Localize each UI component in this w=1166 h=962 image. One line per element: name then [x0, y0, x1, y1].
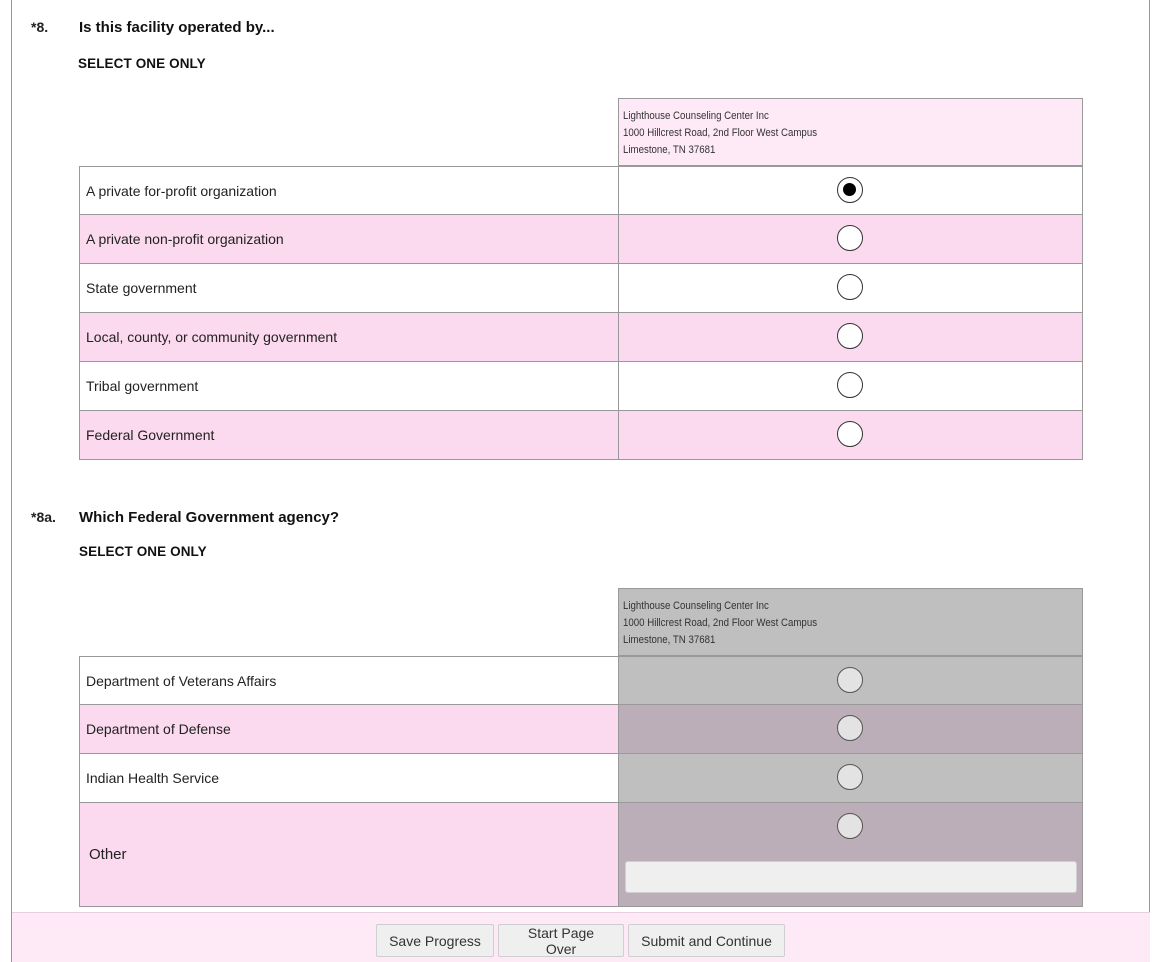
option-cell	[618, 754, 1083, 803]
question-8a-number: *8a.	[31, 509, 56, 525]
option-label: Other	[79, 803, 619, 907]
indian-health-service-radio[interactable]	[837, 764, 863, 790]
option-row	[79, 362, 1083, 411]
option-cell	[618, 411, 1083, 460]
option-row	[79, 166, 1083, 215]
question-8a-grid	[79, 588, 1083, 907]
option-row	[79, 264, 1083, 313]
option-cell	[618, 656, 1083, 705]
facility-name: Lighthouse Counseling Center Inc	[623, 600, 769, 612]
question-8-instruction: SELECT ONE ONLY	[78, 56, 206, 71]
option-label: State government	[79, 264, 619, 313]
defense-radio[interactable]	[837, 715, 863, 741]
option-cell	[618, 362, 1083, 411]
other-radio[interactable]	[837, 813, 863, 839]
option-cell	[618, 803, 1083, 907]
local-government-radio[interactable]	[837, 323, 863, 349]
other-specify-input[interactable]	[625, 861, 1077, 893]
facility-city: Limestone, TN 37681	[623, 634, 716, 646]
option-label: Local, county, or community government	[79, 313, 619, 362]
option-row	[79, 803, 1083, 907]
question-8a-text: Which Federal Government agency?	[79, 509, 340, 526]
option-label: Indian Health Service	[79, 754, 619, 803]
facility-address: 1000 Hillcrest Road, 2nd Floor West Campus	[623, 127, 818, 139]
option-label: Tribal government	[79, 362, 619, 411]
submit-continue-button[interactable]: Submit and Continue	[628, 924, 785, 957]
question-8-text: Is this facility operated by...	[79, 19, 275, 36]
tribal-government-radio[interactable]	[837, 372, 863, 398]
save-progress-button[interactable]: Save Progress	[376, 924, 494, 957]
option-row	[79, 411, 1083, 460]
question-8a-instruction: SELECT ONE ONLY	[79, 544, 207, 559]
for-profit-radio[interactable]	[837, 177, 863, 203]
option-row	[79, 754, 1083, 803]
option-row	[79, 215, 1083, 264]
question-8-number: *8.	[31, 19, 49, 35]
facility-header-disabled	[618, 588, 1083, 656]
option-row	[79, 313, 1083, 362]
start-page-over-button[interactable]: Start Page Over	[498, 924, 624, 957]
option-label: A private non-profit organization	[79, 215, 619, 264]
option-label: Department of Veterans Affairs	[79, 656, 619, 705]
facility-address: 1000 Hillcrest Road, 2nd Floor West Campus	[623, 617, 818, 629]
option-row	[79, 705, 1083, 754]
option-cell	[618, 215, 1083, 264]
non-profit-radio[interactable]	[837, 225, 863, 251]
option-row	[79, 656, 1083, 705]
option-label: A private for-profit organization	[79, 166, 619, 215]
question-8-grid	[79, 98, 1083, 461]
federal-government-radio[interactable]	[837, 421, 863, 447]
facility-name: Lighthouse Counseling Center Inc	[623, 110, 769, 122]
option-cell	[618, 705, 1083, 754]
option-cell	[618, 313, 1083, 362]
option-cell	[618, 166, 1083, 215]
option-cell	[618, 264, 1083, 313]
facility-city: Limestone, TN 37681	[623, 144, 716, 156]
state-government-radio[interactable]	[837, 274, 863, 300]
facility-header	[618, 98, 1083, 166]
option-label: Federal Government	[79, 411, 619, 460]
option-label: Department of Defense	[79, 705, 619, 754]
veterans-affairs-radio[interactable]	[837, 667, 863, 693]
